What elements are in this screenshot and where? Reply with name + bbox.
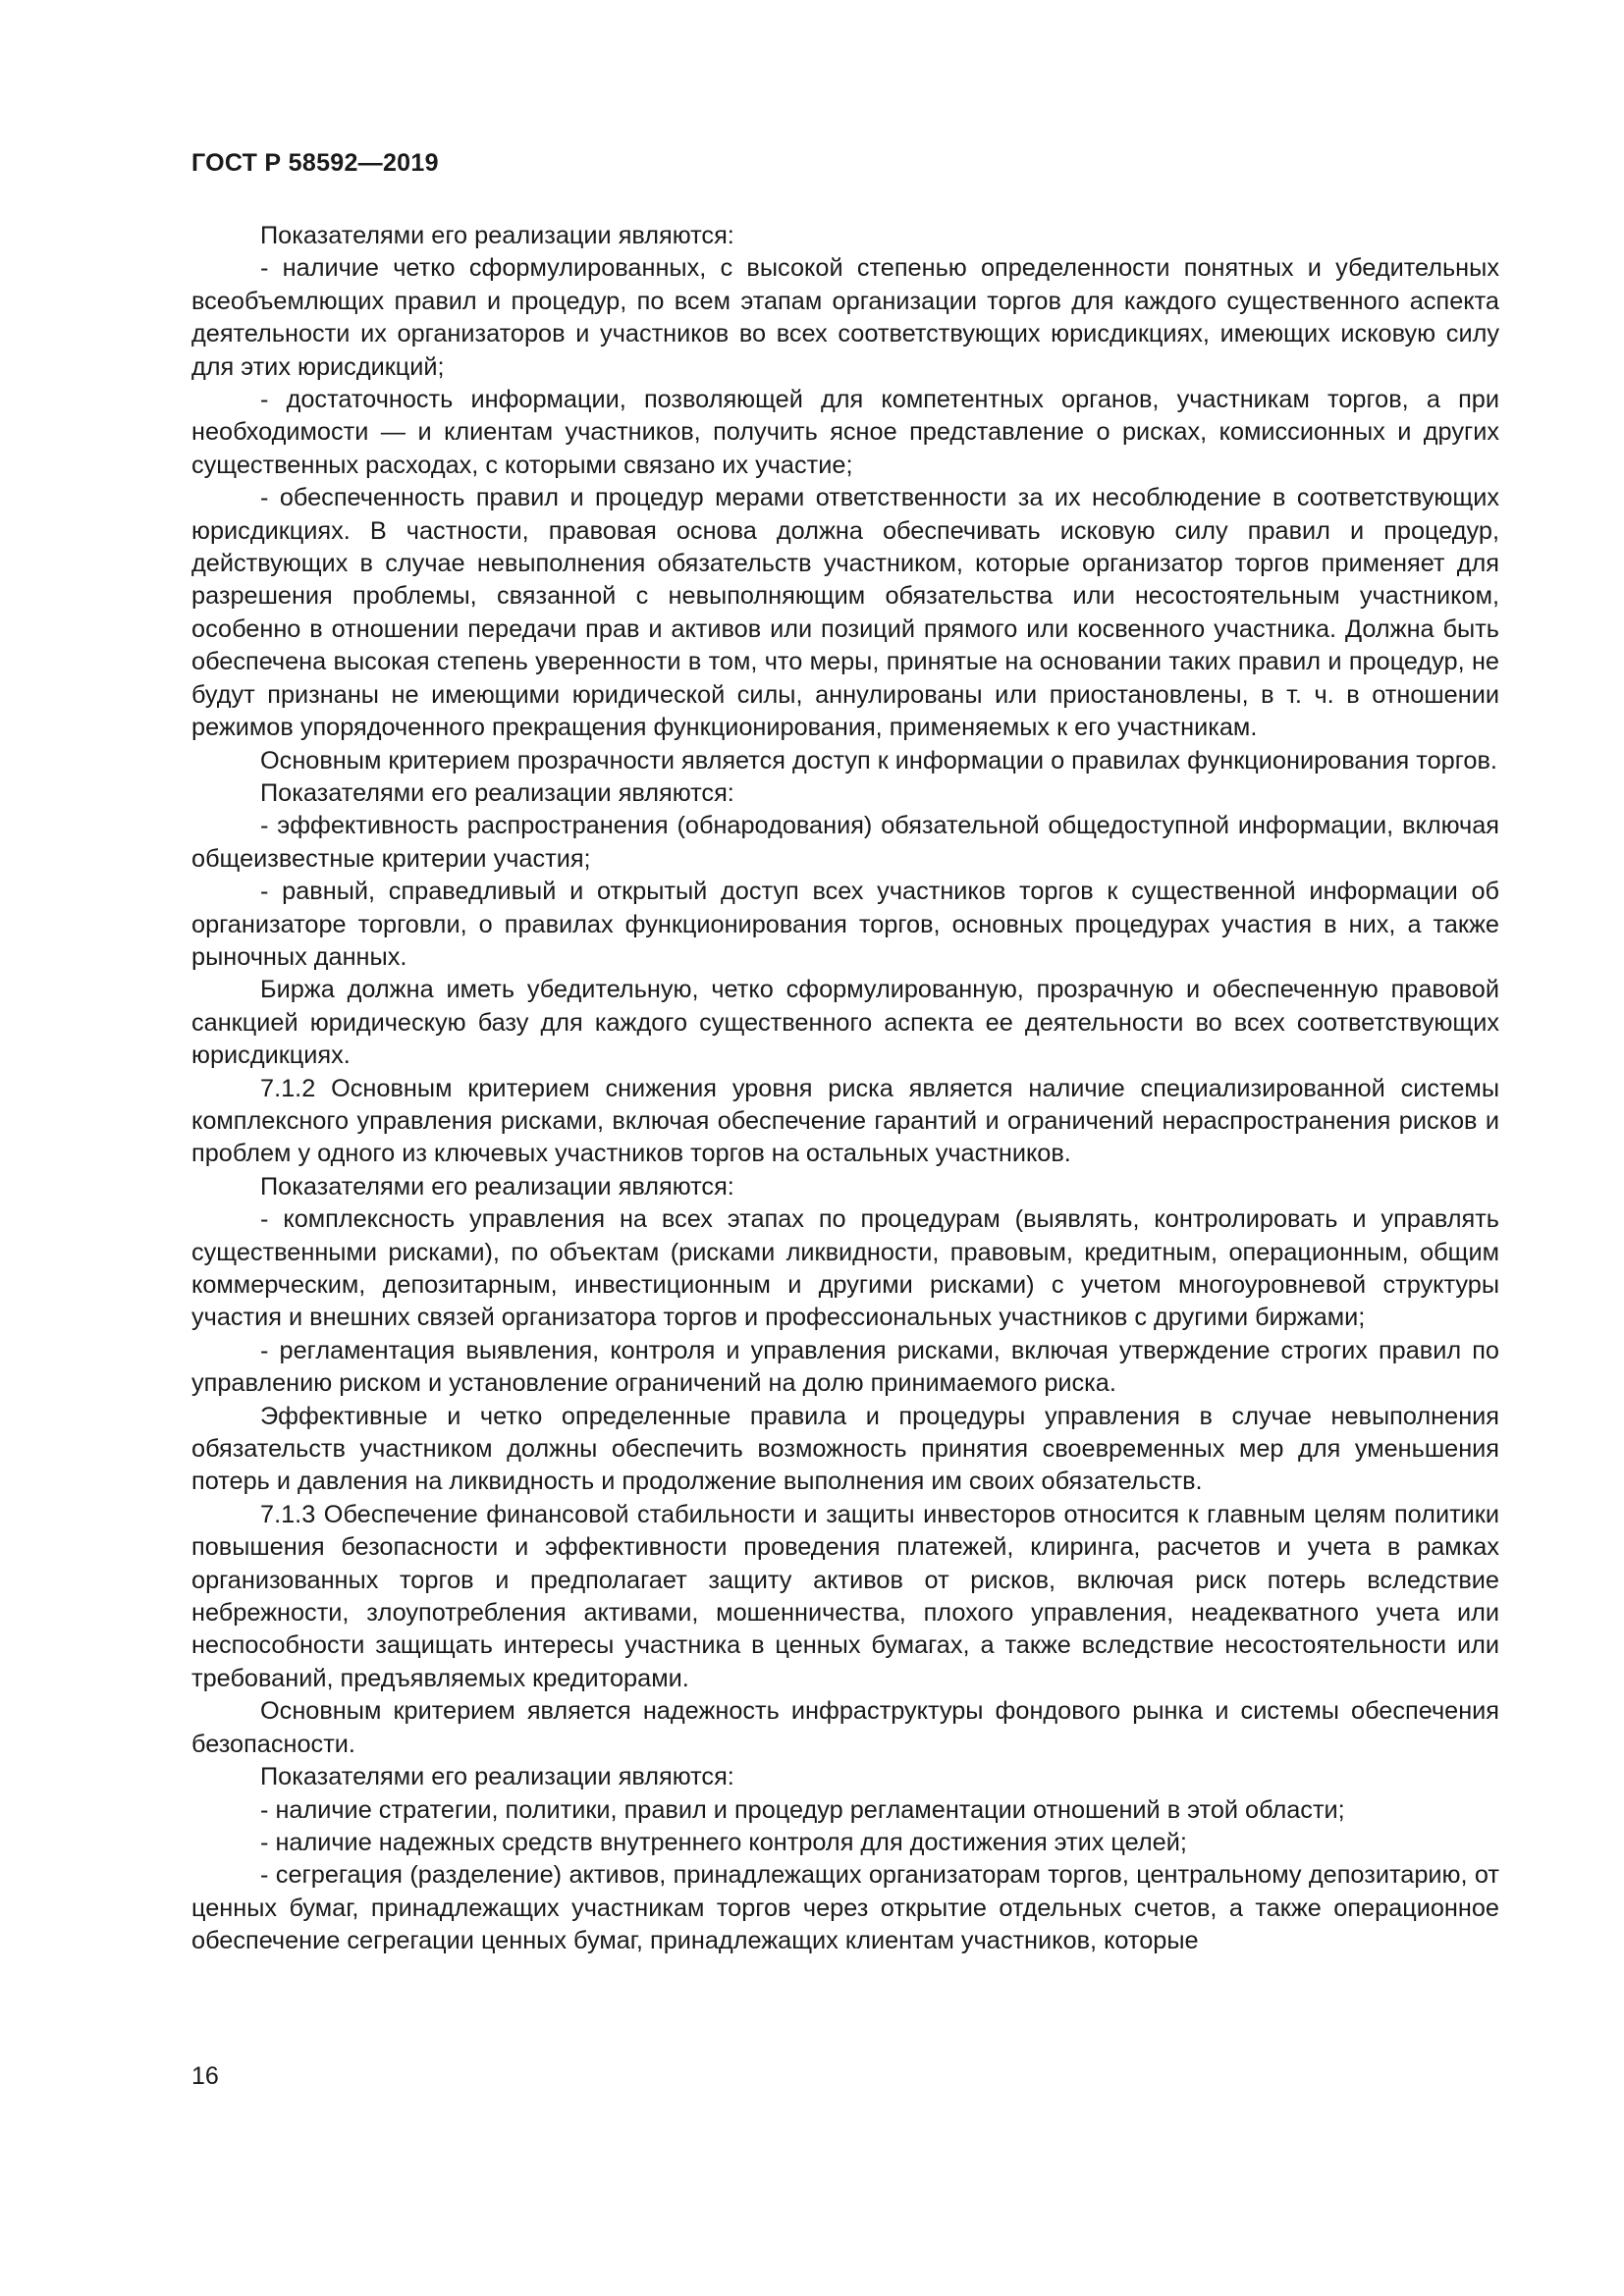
paragraph: Эффективные и четко определенные правила и процедуры управления в случае невыполнения обязательств участником должны обеспечить возможность принятия своевременных мер для уменьшения потерь и давления на ликвидность и продолжение выполнения им своих обязательств. (191, 1402, 1499, 1496)
paragraph: - комплексность управления на всех этапах по процедурам (выявлять, контролировать и управлять существенными рисками), по объектам (рисками ликвидности, правовым, кредитным, операционным, общим коммерческим, депозитарным, инвестиционным и другими рисками) с учетом многоуровневой структуры участия и внешних связей организатора торгов и профессиональных участников с другими биржами; (191, 1205, 1499, 1332)
page-number: 16 (191, 2062, 219, 2090)
paragraph: - обеспеченность правил и процедур мерами ответственности за их несоблюдение в соответствующих юрисдикциях. В частности, правовая основа должна обеспечивать исковую силу правил и процедур, действующих в случае невыполнения обязательств участником, которые организатор торгов применяет для разрешения проблемы, связанной с невыполняющим обязательства или несостоятельным участником, особенно в отношении передачи прав и активов или позиций прямого или косвенного участника. Должна быть обеспечена высокая степень уверенности в том, что меры, принятые на основании таких правил и процедур, не будут признаны не имеющими юридической силы, аннулированы или приостановлены, в т. ч. в отношении режимов упорядоченного прекращения функционирования, применяемых к его участникам. (191, 484, 1499, 742)
paragraph: - равный, справедливый и открытый доступ всех участников торгов к существенной информации об организаторе торговли, о правилах функционирования торгов, основных процедурах участия в них, а также рыночных данных. (191, 878, 1499, 971)
paragraph: Биржа должна иметь убедительную, четко сформулированную, прозрачную и обеспеченную правовой санкцией юридическую базу для каждого существенного аспекта ее деятельности во всех соответствующих юрисдикциях. (191, 976, 1499, 1070)
paragraph: Показателями его реализации являются: (260, 1763, 734, 1791)
paragraph: Показателями его реализации являются: (260, 1172, 734, 1201)
document-header: ГОСТ Р 58592—2019 (191, 149, 439, 177)
paragraph: - наличие четко сформулированных, с высокой степенью определенности понятных и убедительных всеобъемлющих правил и процедур, по всем этапам организации торгов для каждого существенного аспекта деятельности их организаторов и участников во всех соответствующих юрисдикциях, имеющих исковую силу для этих юрисдикций; (191, 254, 1499, 381)
paragraph: Основным критерием является надежность инфраструктуры фондового рынка и системы обеспечения безопасности. (191, 1697, 1499, 1758)
paragraph: 7.1.3 Обеспечение финансовой стабильности и защиты инвесторов относится к главным целям политики повышения безопасности и эффективности проведения платежей, клиринга, расчетов и учета в рамках организованных торгов и предполагает защиту активов от рисков, включая риск потерь вследствие небрежности, злоупотребления активами, мошенничества, плохого управления, неадекватного учета или неспособности защищать интересы участника в ценных бумагах, а также вследствие несостоятельности или требований, предъявляемых кредиторами. (191, 1500, 1499, 1692)
paragraph: - регламентация выявления, контроля и управления рисками, включая утверждение строгих правил по управлению риском и установление ограничений на долю принимаемого риска. (191, 1336, 1499, 1398)
paragraph: - наличие надежных средств внутреннего контроля для достижения этих целей; (260, 1828, 1187, 1856)
paragraph: Показателями его реализации являются: (260, 222, 734, 249)
paragraph: Показателями его реализации являются: (260, 778, 734, 807)
paragraph: - наличие стратегии, политики, правил и процедур регламентации отношений в этой области; (260, 1795, 1345, 1824)
paragraph: 7.1.2 Основным критерием снижения уровня риска является наличие специализированной системы комплексного управления рисками, включая обеспечение гарантий и ограничений нераспространения рисков и проблем у одного из ключевых участников торгов на остальных участников. (191, 1074, 1499, 1168)
paragraph: - эффективность распространения (обнародования) обязательной общедоступной информации, включая общеизвестные критерии участия; (191, 812, 1499, 873)
document-body (191, 220, 1499, 1958)
paragraph: - сегрегация (разделение) активов, принадлежащих организаторам торгов, центральному депозитарию, от ценных бумаг, принадлежащих участникам торгов через открытие отдельных счетов, а также операционное обеспечение сегрегации ценных бумаг, принадлежащих клиентам участников, которые (191, 1861, 1499, 1955)
paragraph: Основным критерием прозрачности является доступ к информации о правилах функционирования торгов. (260, 746, 1497, 774)
paragraph: - достаточность информации, позволяющей для компетентных органов, участникам торгов, а при необходимости — и клиентам участников, получить ясное представление о рисках, комиссионных и других существенных расходах, с которыми связано их участие; (191, 386, 1499, 479)
